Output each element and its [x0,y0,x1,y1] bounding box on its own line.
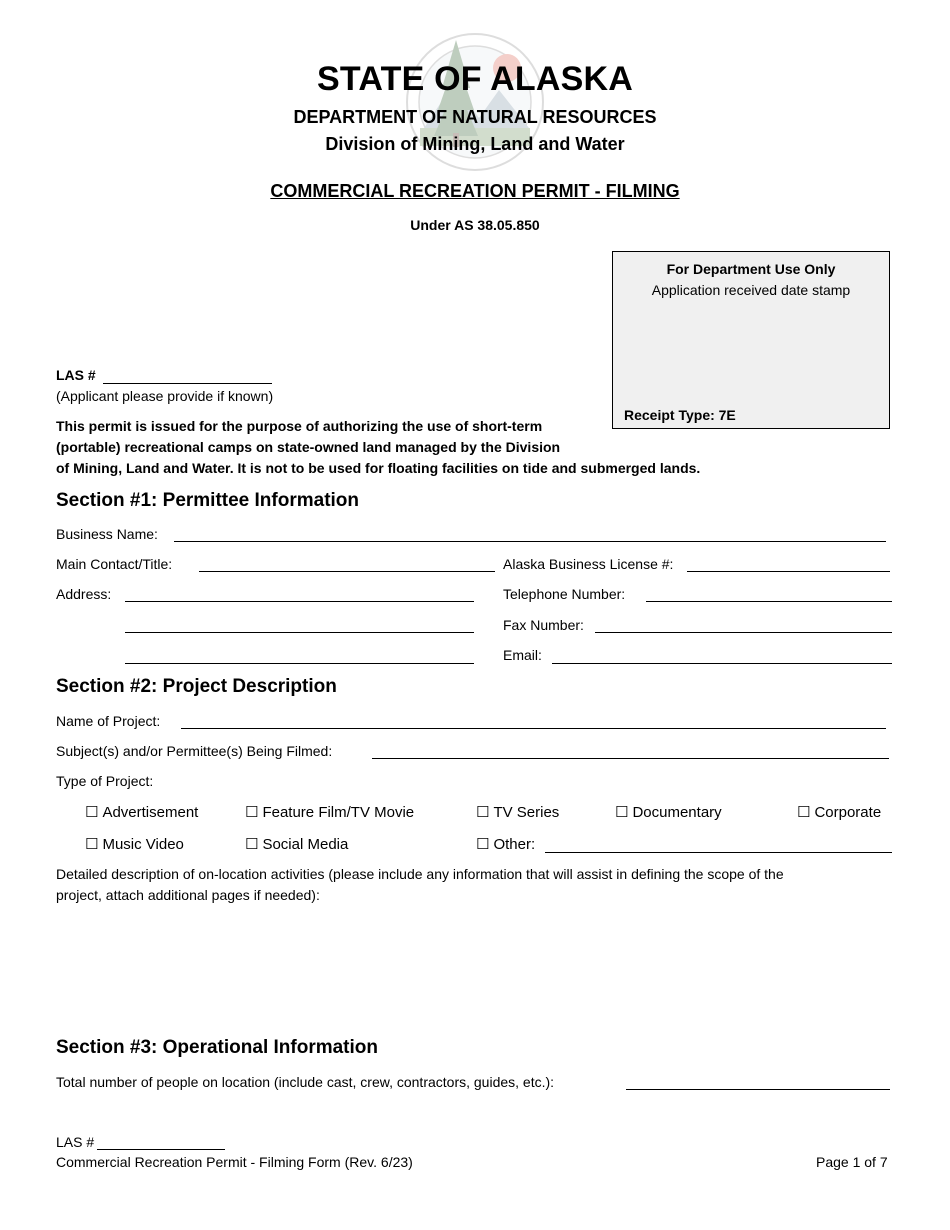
checkbox-advertisement[interactable] [85,803,198,821]
las-note: (Applicant please provide if known) [56,388,274,404]
description-label-line-2: project, attach additional pages if needed): [56,887,320,903]
checkbox-tv-series[interactable] [476,803,559,821]
footer-las-field[interactable] [97,1149,225,1150]
las-label: LAS # [56,367,96,383]
checkbox-icon: ☐ [85,803,99,821]
subjects-label: Subject(s) and/or Permittee(s) Being Filmed: [56,743,333,759]
section-1-title: Section #1: Permittee Information [56,490,360,511]
section-3-title: Section #3: Operational Information [56,1037,378,1058]
other-type-field[interactable] [545,852,892,853]
main-contact-label: Main Contact/Title: [56,556,173,572]
checkbox-icon: ☐ [85,835,99,853]
checkbox-label: Other: [493,836,536,853]
checkbox-icon: ☐ [245,803,259,821]
intro-line-1: This permit is issued for the purpose of authorizing the use of short-term [56,418,543,434]
telephone-field[interactable] [646,601,892,602]
date-stamp-label: Application received date stamp [651,282,851,298]
email-field[interactable] [552,663,892,664]
project-name-field[interactable] [181,728,886,729]
main-contact-field[interactable] [199,571,495,572]
business-license-field[interactable] [687,571,890,572]
description-text-area[interactable] [56,910,892,1020]
business-license-label: Alaska Business License #: [503,556,674,572]
checkbox-label: Music Video [102,836,184,853]
intro-line-3: of Mining, Land and Water. It is not to be used for floating facilities on tide and submerged lands. [56,460,701,476]
department-name: DEPARTMENT OF NATURAL RESOURCES [293,107,657,127]
project-name-label: Name of Project: [56,713,161,729]
department-use-box [612,251,890,429]
checkbox-music-video[interactable] [85,835,184,853]
telephone-label: Telephone Number: [503,586,626,602]
checkbox-other[interactable] [476,835,535,853]
address-field-line-3[interactable] [125,663,474,664]
description-label-line-1: Detailed description of on-location activities (please include any information that will assist in defining the scope of the [56,866,784,882]
intro-line-2: (portable) recreational camps on state-owned land managed by the Division [56,439,561,455]
checkbox-documentary[interactable] [615,803,722,821]
checkbox-corporate[interactable] [797,803,881,821]
footer-page-number: Page 1 of 7 [816,1154,888,1170]
section-2-title: Section #2: Project Description [56,676,337,697]
project-type-label: Type of Project: [56,773,154,789]
footer-las-label: LAS # [56,1134,95,1150]
address-field-line-1[interactable] [125,601,474,602]
checkbox-label: TV Series [493,804,560,821]
state-title: STATE OF ALASKA [317,60,633,98]
business-name-field[interactable] [174,541,886,542]
checkbox-label: Advertisement [102,804,199,821]
form-title: COMMERCIAL RECREATION PERMIT - FILMING [270,181,680,201]
footer-form-name: Commercial Recreation Permit - Filming Form (Rev. 6/23) [56,1154,413,1170]
checkbox-icon: ☐ [245,835,259,853]
checkbox-icon: ☐ [797,803,811,821]
total-people-field[interactable] [626,1089,890,1090]
email-label: Email: [503,647,542,663]
checkbox-icon: ☐ [476,835,490,853]
department-use-heading: For Department Use Only [666,261,836,277]
checkbox-label: Documentary [632,804,722,821]
division-name: Division of Mining, Land and Water [325,134,625,154]
checkbox-social-media[interactable] [245,835,348,853]
address-field-line-2[interactable] [125,632,474,633]
total-people-label: Total number of people on location (include cast, crew, contractors, guides, etc.): [56,1074,555,1090]
statute-reference: Under AS 38.05.850 [410,217,540,233]
checkbox-icon: ☐ [476,803,490,821]
las-input-line[interactable] [103,383,272,384]
checkbox-label: Feature Film/TV Movie [262,804,415,821]
checkbox-feature-film[interactable] [245,803,414,821]
checkbox-icon: ☐ [615,803,629,821]
fax-field[interactable] [595,632,892,633]
receipt-type: Receipt Type: 7E [624,407,736,423]
fax-label: Fax Number: [503,617,584,633]
subjects-field[interactable] [372,758,889,759]
business-name-label: Business Name: [56,526,158,542]
checkbox-label: Corporate [814,804,882,821]
checkbox-label: Social Media [262,836,349,853]
address-label: Address: [56,586,112,602]
